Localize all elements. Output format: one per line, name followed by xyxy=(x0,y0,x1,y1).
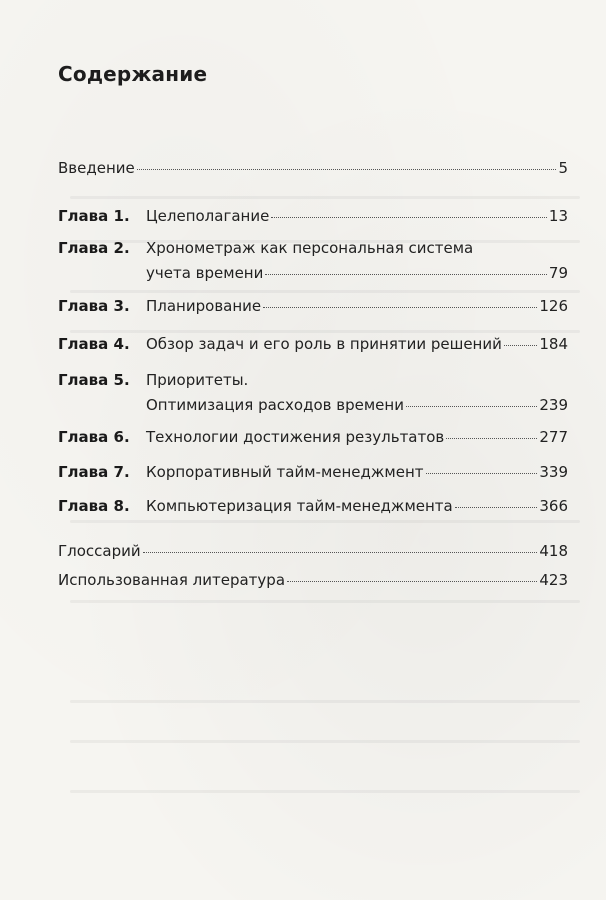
toc-entry-chapter-5[interactable] xyxy=(58,370,568,416)
toc-entry-label: Целеполагание xyxy=(146,207,270,225)
toc-page-number: 239 xyxy=(539,396,568,414)
page-title: Содержание xyxy=(58,62,208,86)
toc-page-number: 184 xyxy=(539,335,568,353)
dot-leader xyxy=(406,406,537,407)
toc-page-number: 277 xyxy=(539,428,568,446)
toc-line xyxy=(146,427,568,447)
dot-leader xyxy=(287,581,537,582)
toc-entry-label: Обзор задач и его роль в принятии решений xyxy=(146,335,502,353)
toc-entry-chapter-7[interactable] xyxy=(58,462,568,482)
toc-line xyxy=(58,158,568,178)
toc-line xyxy=(146,263,568,283)
chapter-number: Глава 6. xyxy=(58,428,130,446)
show-through-line xyxy=(70,330,580,333)
toc-page-number: 366 xyxy=(539,497,568,515)
toc-page-number: 5 xyxy=(558,159,568,177)
toc-page-number: 423 xyxy=(539,571,568,589)
dot-leader xyxy=(265,274,547,275)
toc-entry-chapter-3[interactable] xyxy=(58,296,568,316)
show-through-line xyxy=(70,196,580,199)
toc-page-number: 13 xyxy=(548,207,568,225)
toc-line xyxy=(146,206,568,226)
toc-entry-label: учета времени xyxy=(146,264,264,282)
chapter-number: Глава 3. xyxy=(58,297,130,315)
toc-line xyxy=(58,541,568,561)
show-through-line xyxy=(70,740,580,743)
toc-line xyxy=(58,570,568,590)
toc-entry-chapter-2[interactable] xyxy=(58,238,568,284)
toc-entry-label: Приоритеты. xyxy=(146,371,249,389)
dot-leader xyxy=(271,217,547,218)
chapter-number: Глава 2. xyxy=(58,239,130,257)
toc-line xyxy=(146,462,568,482)
dot-leader xyxy=(446,438,537,439)
chapter-number: Глава 5. xyxy=(58,371,130,389)
toc-entry-intro[interactable] xyxy=(58,158,568,178)
toc-line xyxy=(146,296,568,316)
toc-entry-label: Планирование xyxy=(146,297,262,315)
dot-leader xyxy=(137,169,557,170)
toc-entry-label: Корпоративный тайм-менеджмент xyxy=(146,463,424,481)
toc-entry-chapter-6[interactable] xyxy=(58,427,568,447)
chapter-number: Глава 8. xyxy=(58,497,130,515)
chapter-number: Глава 4. xyxy=(58,335,130,353)
toc-page-number: 339 xyxy=(539,463,568,481)
toc-entry-literature[interactable] xyxy=(58,570,568,590)
toc-entry-label: Технологии достижения результатов xyxy=(146,428,445,446)
toc-page-number: 126 xyxy=(539,297,568,315)
show-through-line xyxy=(70,790,580,793)
toc-line xyxy=(146,496,568,516)
show-through-line xyxy=(70,290,580,293)
chapter-number: Глава 7. xyxy=(58,463,130,481)
toc-line xyxy=(146,334,568,354)
toc-entry-chapter-1[interactable] xyxy=(58,206,568,226)
show-through-line xyxy=(70,600,580,603)
toc-line xyxy=(146,395,568,415)
dot-leader xyxy=(143,552,538,553)
show-through-line xyxy=(70,520,580,523)
toc-entry-glossary[interactable] xyxy=(58,541,568,561)
toc-entry-label: Компьютеризация тайм-менеджмента xyxy=(146,497,453,515)
toc-entry-chapter-8[interactable] xyxy=(58,496,568,516)
toc-entry-label: Введение xyxy=(58,159,135,177)
toc-page-number: 79 xyxy=(548,264,568,282)
toc-entry-label: Использованная литература xyxy=(58,571,286,589)
toc-entry-label: Хронометраж как персональная система xyxy=(146,239,474,257)
chapter-number: Глава 1. xyxy=(58,207,130,225)
toc-page-number: 418 xyxy=(539,542,568,560)
toc-entry-label: Оптимизация расходов времени xyxy=(146,396,404,414)
dot-leader xyxy=(455,507,538,508)
dot-leader xyxy=(504,345,538,346)
dot-leader xyxy=(426,473,538,474)
toc-entry-label: Глоссарий xyxy=(58,542,141,560)
show-through-line xyxy=(70,700,580,703)
dot-leader xyxy=(263,307,537,308)
toc-entry-chapter-4[interactable] xyxy=(58,334,568,354)
